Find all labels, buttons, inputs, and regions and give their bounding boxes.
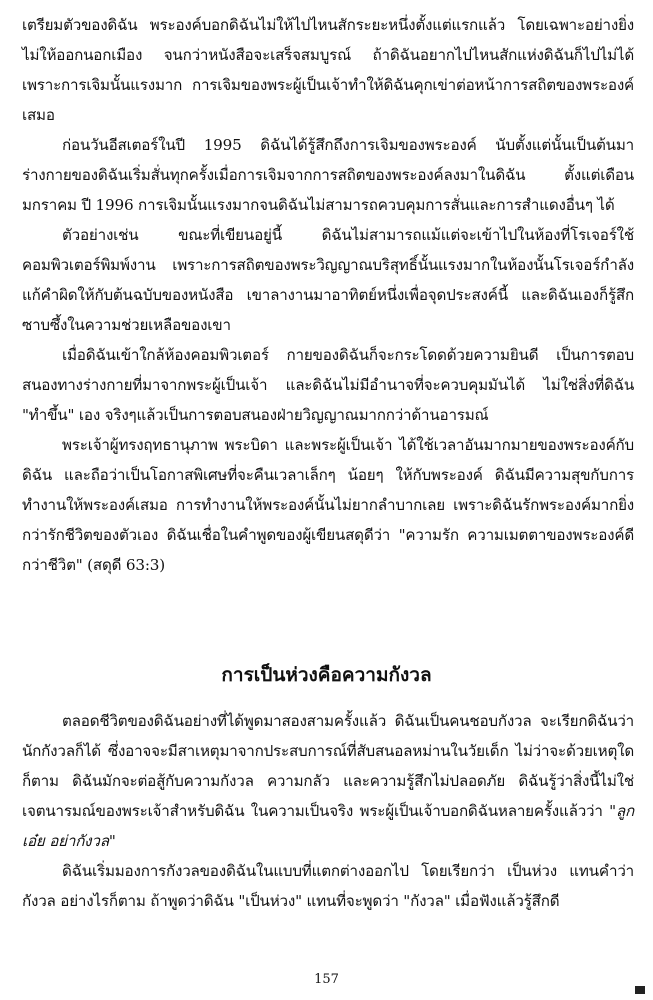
paragraph-worry-intro-text: ตลอดชีวิตของดิฉันอย่างที่ได้พูดมาสองสามครั้งแล้ว ดิฉันเป็นคนชอบกังวล จะเรียกดิฉันว่านักกังวลก็ได้ ซึ่งอาจจะมีสาเหตุมาจากประสบการณ์ที่สับสนอลหม่านในวัยเด็ก ไม่ว่าจะด้วยเหตุใดก็ตาม ดิฉันมักจะต่อสู้กับความกังวล ความกลัว และความรู้สึกไม่ปลอดภัย ดิฉันรู้ว่าสิ่งนี้ไม่ใช่เจตนารมณ์ของพระเจ้าสำหรับดิฉัน ในความเป็นจริง พระผู้เป็นเจ้าบอกดิฉันหลายครั้งแล้วว่า [22, 712, 634, 820]
corner-mark [635, 986, 645, 994]
paragraph-almighty: พระเจ้าผู้ทรงฤทธานุภาพ พระบิดา และพระผู้เป็นเจ้า ได้ใช้เวลาอันมากมายของพระองค์กับดิฉัน และถือว่าเป็นโอกาสพิเศษที่จะคืนเวลาเล็กๆ น้อยๆ ให้กับพระองค์ ดิฉันมีความสุขกับการทำงานให้พระองค์เสมอ การทำงานให้พระองค์นั้นไม่ยากลำบากเลย เพราะดิฉันรักพระองค์มากยิ่งกว่ารักชีวิตของตัวเอง ดิฉันเชื่อในคำพูดของผู้เขียนสดุดีว่า "ความรัก ความเมตตาของพระองค์ดีกว่าชีวิต" (สดุดี 63:3) [22, 436, 634, 574]
body-text-bottom [22, 706, 634, 916]
body-text-top [22, 10, 634, 580]
paragraph-example: ตัวอย่างเช่น ขณะที่เขียนอยู่นี้ ดิฉันไม่สามารถแม้แต่จะเข้าไปในห้องที่โรเจอร์ใช้คอมพิวเตอร์พิมพ์งาน เพราะการสถิตของพระวิญญาณบริสุทธิ์นั้นแรงมากในห้องนั้นโรเจอร์กำลังแก้คำผิดให้กับต้นฉบับของหนังสือ เขาลางานมาอาทิตย์หนึ่งเพื่อจุดประสงค์นี้ และดิฉันเองก็รู้สึกซาบซึ้งในความช่วยเหลือของเขา [22, 226, 634, 334]
paragraph-worry-intro [22, 706, 634, 856]
paragraph-continued: เตรียมตัวของดิฉัน พระองค์บอกดิฉันไม่ให้ไปไหนสักระยะหนึ่งตั้งแต่แรกแล้ว โดยเฉพาะอย่างยิ่งไม่ให้ออกนอกเมือง จนกว่าหนังสือจะเสร็จสมบูรณ์ ถ้าดิฉันอยากไปไหนสักแห่งดิฉันก็ไปไม่ได้เพราะการเจิมนั้นแรงมาก การเจิมของพระผู้เป็นเจ้าทำให้ดิฉันคุกเข่าต่อหน้าการสถิตของพระองค์เสมอ [22, 16, 634, 124]
section-heading: การเป็นห่วงคือความกังวล [221, 664, 432, 686]
paragraph-worry-concern: ดิฉันเริ่มมองการกังวลของดิฉันในแบบที่แตกต่างออกไป โดยเรียกว่า เป็นห่วง แทนคำว่ากังวล อย่างไรก็ตาม ถ้าพูดว่าดิฉัน "เป็นห่วง" แทนที่จะพูดว่า "กังวล" เมื่อฟังแล้วรู้สึกดี [22, 862, 634, 910]
page-number: 157 [314, 972, 339, 987]
paragraph-computer-room: เมื่อดิฉันเข้าใกล้ห้องคอมพิวเตอร์ กายของดิฉันก็จะกระโดดด้วยความยินดี เป็นการตอบสนองทางร่างกายที่มาจากพระผู้เป็นเจ้า และดิฉันไม่มีอำนาจที่จะควบคุมมันได้ ไม่ใช่สิ่งที่ดิฉัน "ทำขึ้น" เอง จริงๆแล้วเป็นการตอบสนองฝ่ายวิญญาณมากกว่าด้านอารมณ์ [22, 346, 634, 424]
paragraph-easter: ก่อนวันอีสเตอร์ในปี 1995 ดิฉันได้รู้สึกถึงการเจิมของพระองค์ นับตั้งแต่นั้นเป็นต้นมาร่างกายของดิฉันเริ่มสั่นทุกครั้งเมื่อการเจิมจากการสถิตของพระองค์ลงมาในดิฉัน ตั้งแต่เดือนมกราคม ปี 1996 การเจิมนั้นแรงมากจนดิฉันไม่สามารถควบคุมการสั่นและการสำแดงอื่นๆ ได้ [22, 136, 634, 214]
italic-quote: "ลูกเอ๋ย อย่ากังวล" [22, 802, 634, 850]
